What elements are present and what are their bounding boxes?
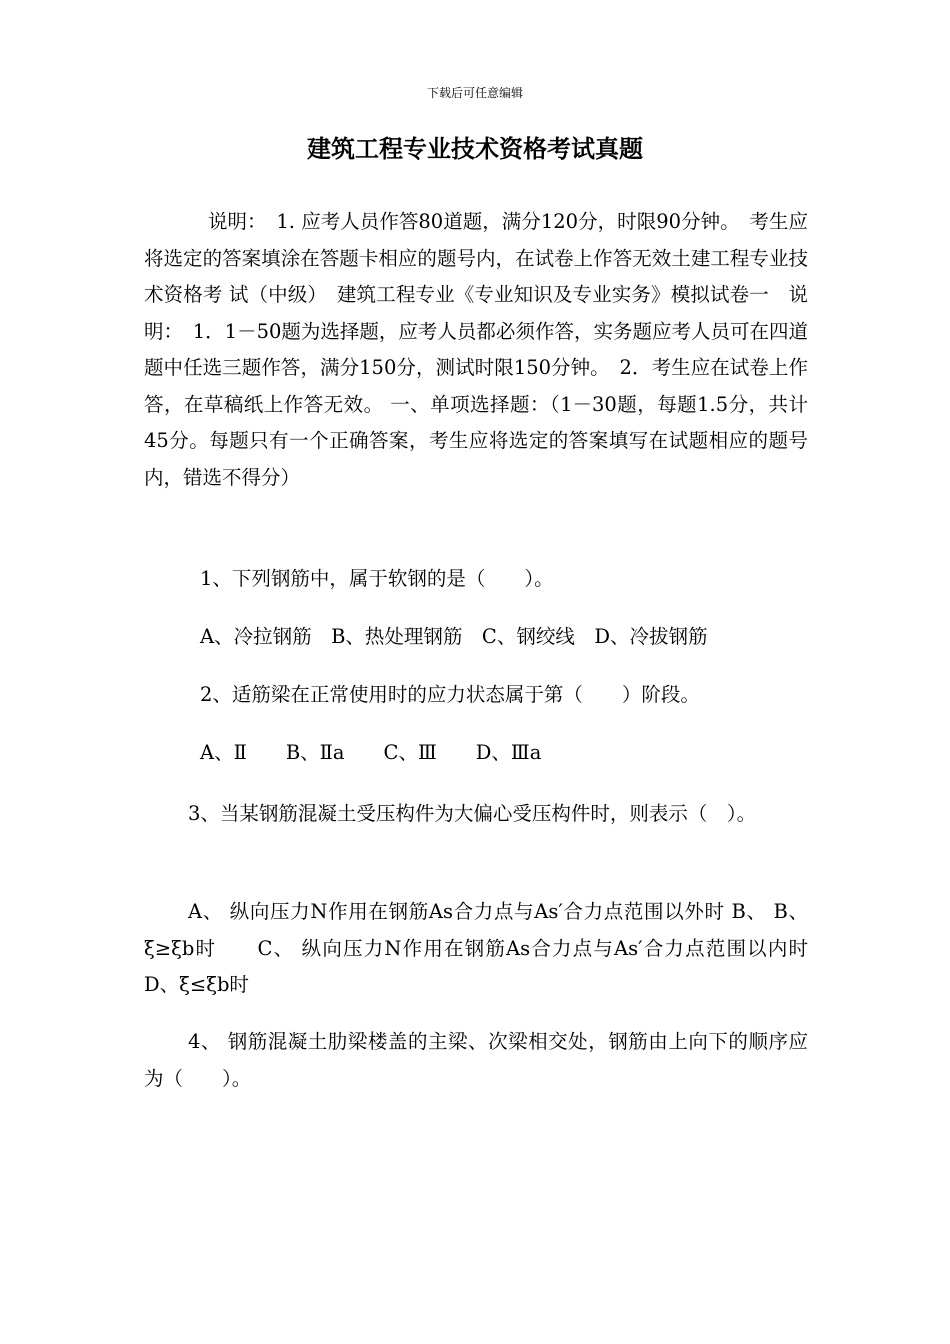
question-3-options: A、 纵向压力N作用在钢筋As合力点与As′合力点范围以外时 B、 B、ξ≥ξb时 C、 纵向压力N作用在钢筋As合力点与As′合力点范围以内时 D、ξ≤ξb时	[144, 900, 834, 996]
question-2-stem: 2、适筋梁在正常使用时的应力状态属于第（ ）阶段。	[200, 683, 700, 706]
question-1-stem: 1、下列钢筋中，属于软钢的是（ ）。	[200, 567, 554, 590]
question-2-options: A、Ⅱ B、Ⅱa C、Ⅲ D、Ⅲa	[200, 741, 542, 764]
page-title: 建筑工程专业技术资格考试真题	[307, 135, 643, 163]
question-3-stem: 3、当某钢筋混凝土受压构件为大偏心受压构件时，则表示（ ）。	[188, 802, 757, 825]
question-1-options: A、冷拉钢筋 B、热处理钢筋 C、钢绞线 D、冷拔钢筋	[200, 625, 708, 648]
question-4-stem: 4、 钢筋混凝土肋梁楼盖的主梁、次梁相交处，钢筋由上向下的顺序应为（ ）。	[144, 1030, 808, 1090]
exam-instructions: 说明： 1. 应考人员作答80道题，满分120分，时限90分钟。 考生应将选定的答案填涂在答题卡相应的题号内，在试卷上作答无效土建工程专业技术资格考 试（中级） 建筑工程专业《专业知识及专业实务》模拟试卷一 说明： 1．1－50题为选择题，应考人员都必须作答，实务题应考人员可在四道题中任选三题作答，满分150分，测试时限150分钟。 2．考生应在试卷上作答，在草稿纸上作答无效。 一、单项选择题：（1－30题，每题1.5分，共计45分。每题只有一个正确答案，考生应将选定的答案填写在试题相应的题号内，错选不得分）	[144, 210, 808, 489]
header-note: 下载后可任意编辑	[426, 86, 523, 100]
